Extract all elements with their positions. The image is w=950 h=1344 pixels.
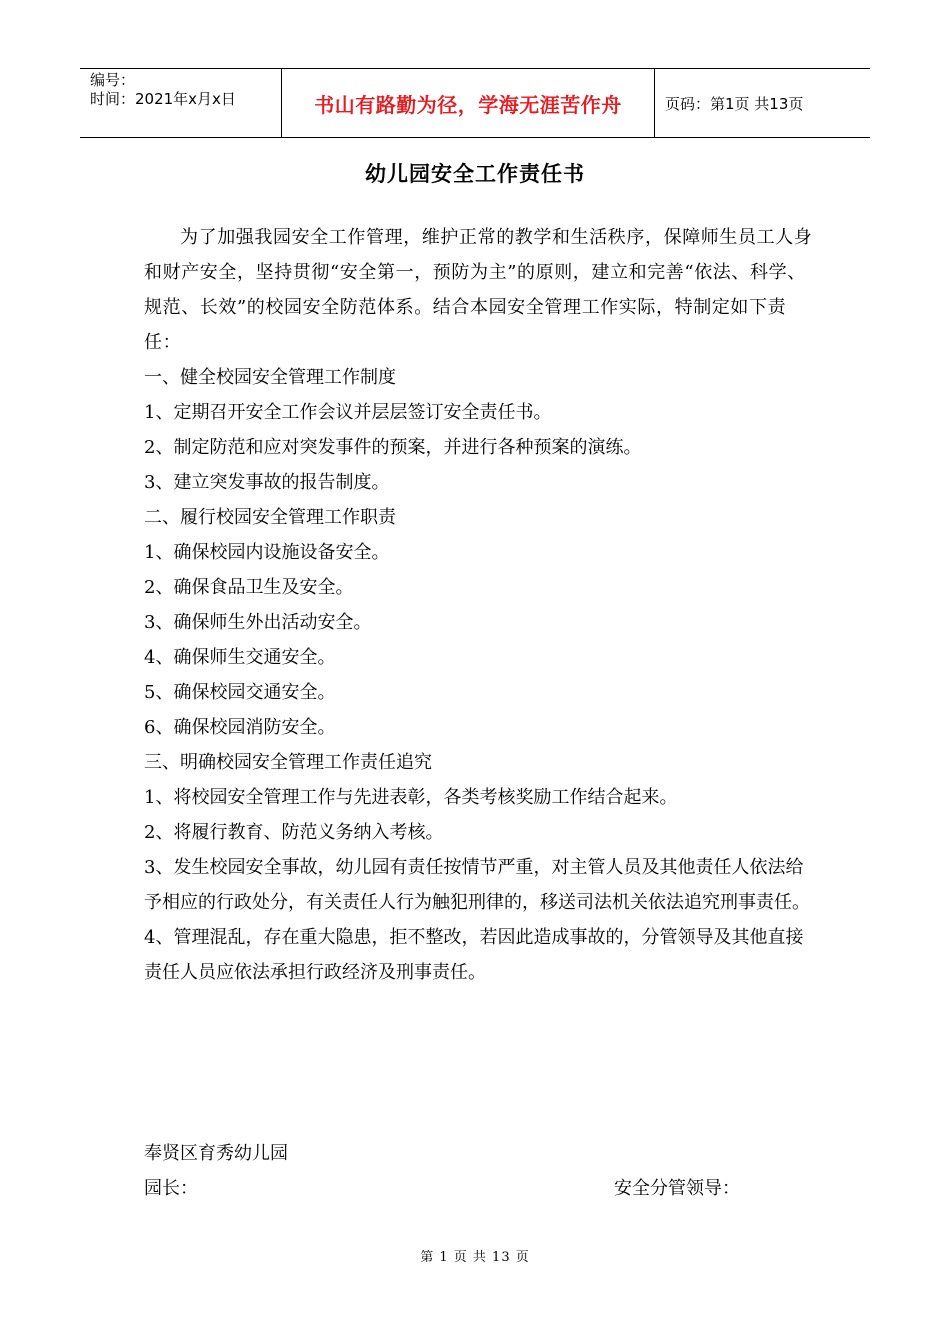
list-item: 3、确保师生外出活动安全。 xyxy=(144,612,372,633)
list-item: 5、确保校园交通安全。 xyxy=(144,682,336,703)
list-item: 2、将履行教育、防范义务纳入考核。 xyxy=(144,822,444,843)
signature-block xyxy=(144,1136,814,1206)
list-item: 3、建立突发事故的报告制度。 xyxy=(144,472,390,493)
organization-name: 奉贤区育秀幼儿园 xyxy=(144,1143,288,1164)
header-motto: 书山有路勤为径，学海无涯苦作舟 xyxy=(282,69,655,137)
list-item: 3、发生校园安全事故，幼儿园有责任按情节严重，对主管人员及其他责任人依法给予相应的行政处分，有关责任人行为触犯刑律的，移送司法机关依法追究刑事责任。 xyxy=(144,857,810,913)
document-title: 幼儿园安全工作责任书 xyxy=(365,162,585,186)
list-item: 1、确保校园内设施设备安全。 xyxy=(144,542,390,563)
document-number-label: 编号： xyxy=(90,71,136,89)
list-item: 2、确保食品卫生及安全。 xyxy=(144,577,354,598)
header-page-info: 页码：第1页 共13页 xyxy=(665,94,804,113)
section-heading: 二、履行校园安全管理工作职责 xyxy=(144,507,396,528)
document-time-label: 时间：2021年x月x日 xyxy=(90,90,236,108)
section-heading: 三、明确校园安全管理工作责任追究 xyxy=(144,752,432,773)
list-item: 1、将校园安全管理工作与先进表彰，各类考核奖励工作结合起来。 xyxy=(144,787,678,808)
list-item: 4、确保师生交通安全。 xyxy=(144,647,336,668)
header-left-cell xyxy=(80,69,282,137)
list-item: 4、管理混乱，存在重大隐患，拒不整改，若因此造成事故的，分管领导及其他直接责任人员应依法承担行政经济及刑事责任。 xyxy=(144,927,804,983)
document-header xyxy=(80,68,870,138)
page-footer: 第 1 页 共 13 页 xyxy=(420,1250,530,1265)
signature-row xyxy=(144,1171,814,1206)
section-heading: 一、健全校园安全管理工作制度 xyxy=(144,367,396,388)
intro-paragraph: 为了加强我园安全工作管理，维护正常的教学和生活秩序，保障师生员工人身和财产安全，坚持贯彻“安全第一，预防为主”的原则，建立和完善“依法、科学、规范、长效”的校园安全防范体系。结合本园安全管理工作实际，特制定如下责任： xyxy=(144,227,813,353)
document-body xyxy=(144,220,814,990)
list-item: 2、制定防范和应对突发事件的预案，并进行各种预案的演练。 xyxy=(144,437,642,458)
safety-leader-label: 安全分管领导： xyxy=(614,1178,740,1199)
list-item: 6、确保校园消防安全。 xyxy=(144,717,336,738)
principal-label: 园长： xyxy=(144,1178,198,1199)
list-item: 1、定期召开安全工作会议并层层签订安全责任书。 xyxy=(144,402,552,423)
